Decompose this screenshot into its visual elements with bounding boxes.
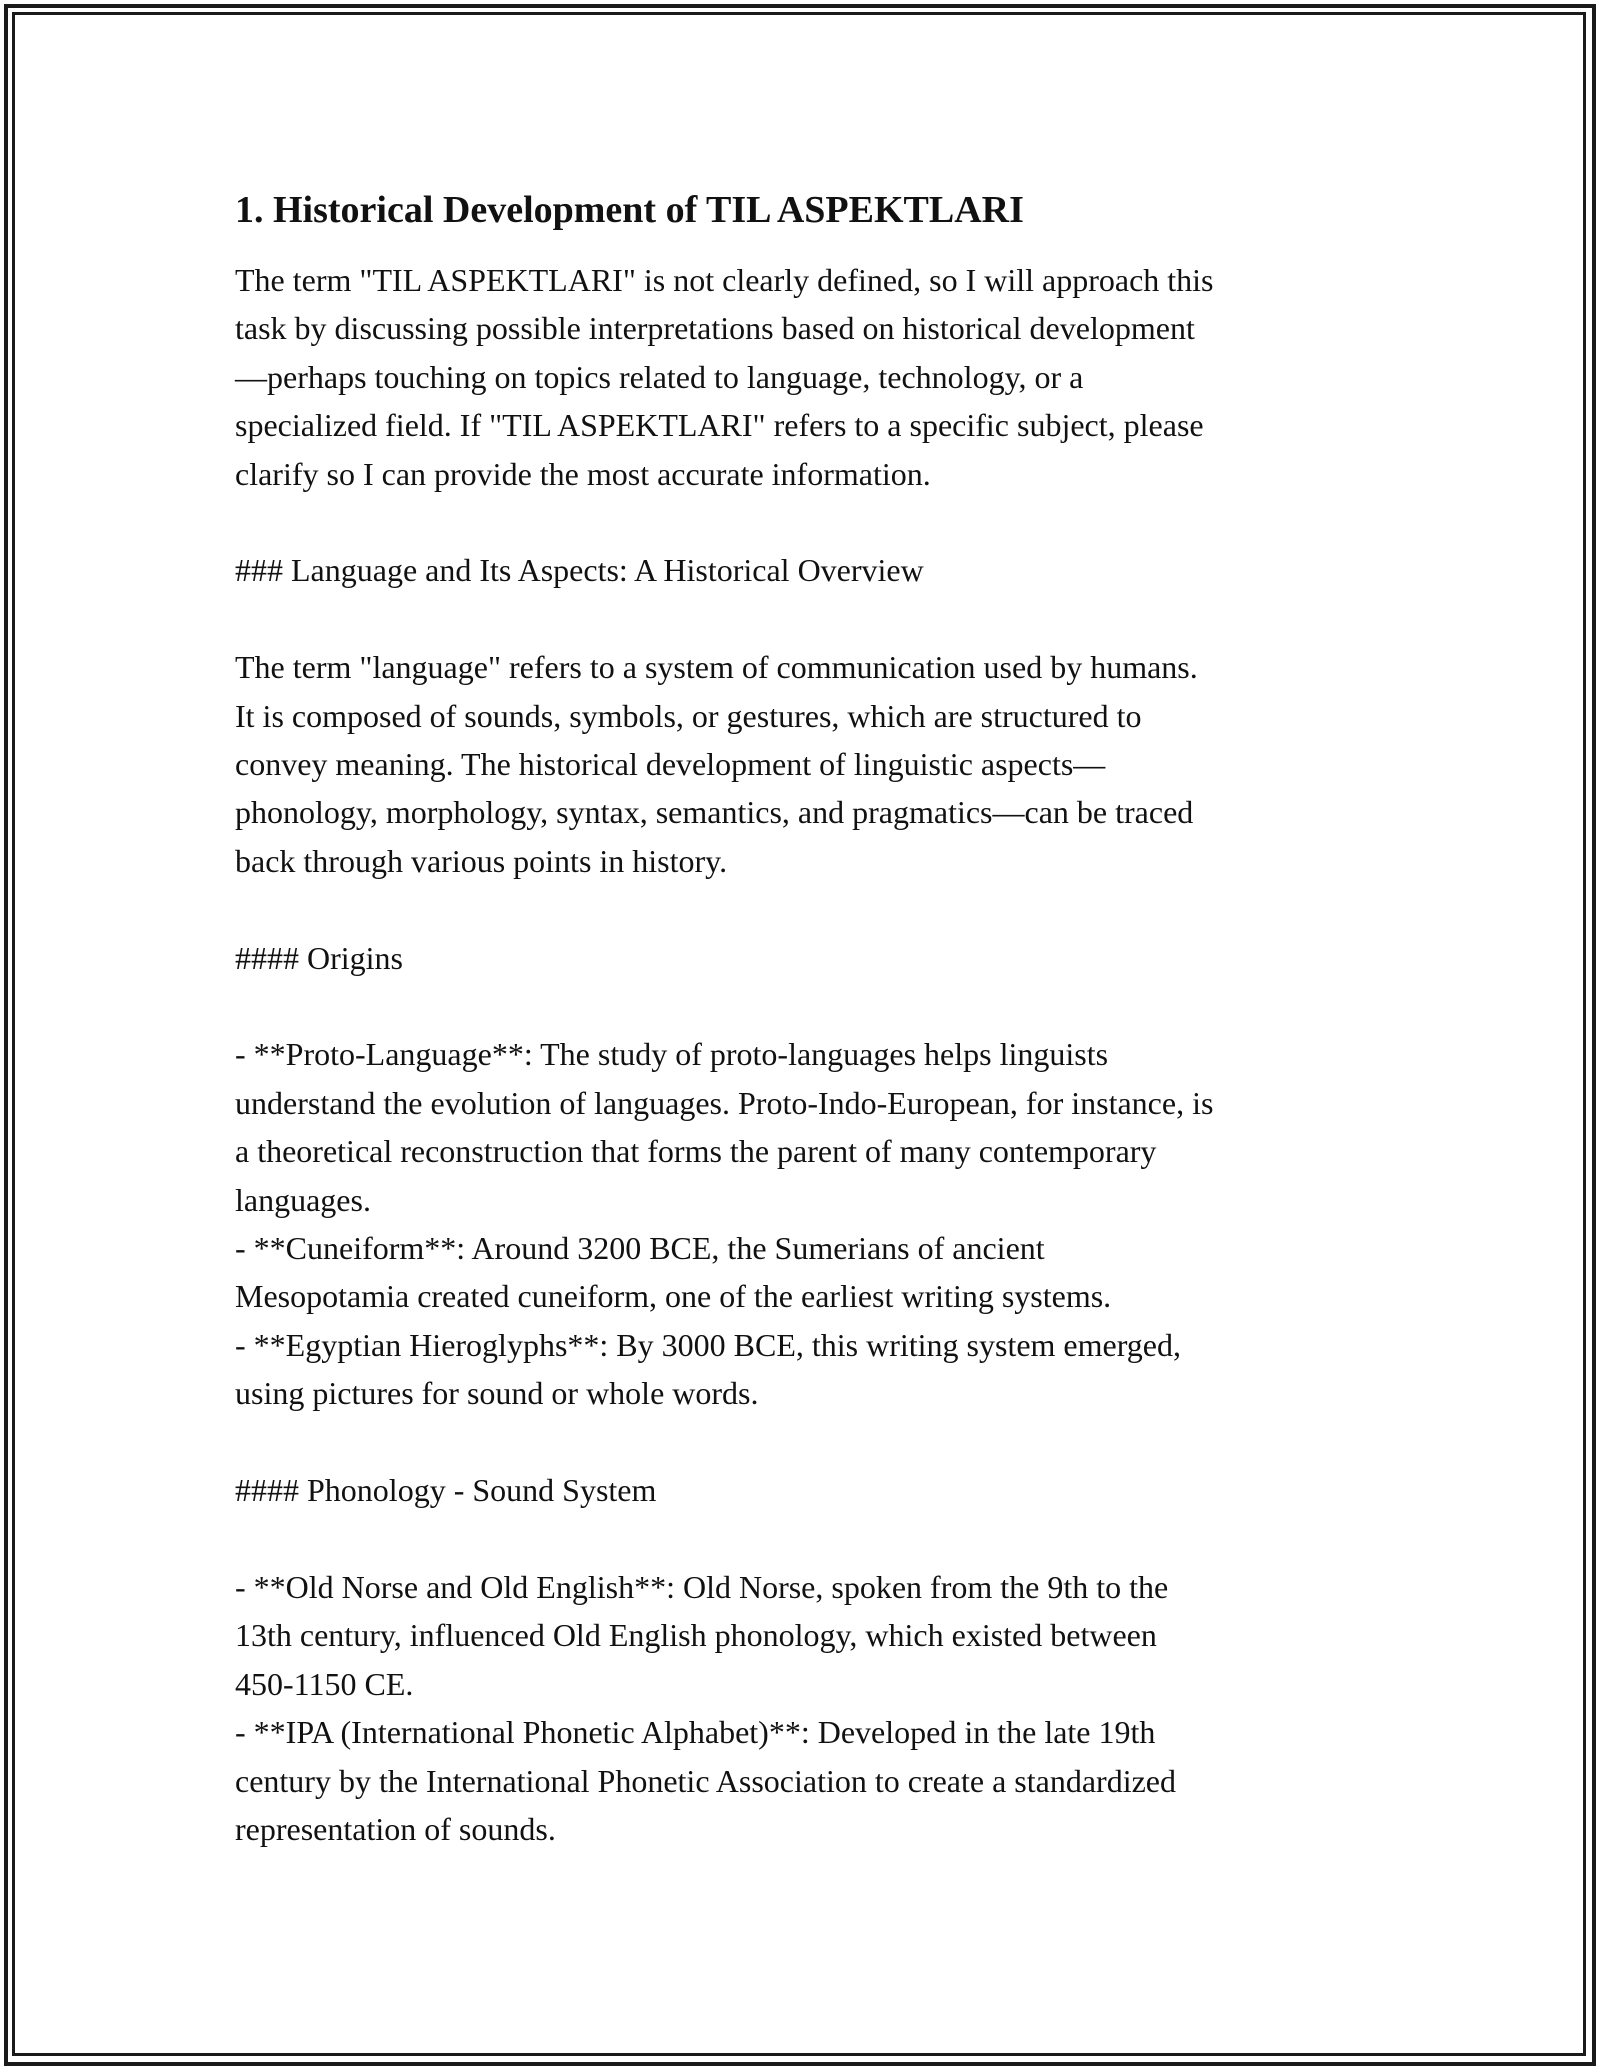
list-item-line: understand the evolution of languages. Proto-Indo-European, for instance, is	[235, 1084, 1214, 1121]
text-line: convey meaning. The historical development of linguistic aspects—	[235, 746, 1106, 783]
text-line: It is composed of sounds, symbols, or gestures, which are structured to	[235, 697, 1142, 734]
list-item-line: - **IPA (International Phonetic Alphabet)**: Developed in the late 19th	[235, 1714, 1156, 1751]
text-line: The term "language" refers to a system of communication used by humans.	[235, 649, 1198, 686]
text-line: back through various points in history.	[235, 842, 728, 879]
text-line: —perhaps touching on topics related to language, technology, or a	[235, 358, 1084, 395]
language-paragraph	[235, 643, 1375, 885]
origins-heading: #### Origins	[235, 939, 403, 976]
text-line: specialized field. If "TIL ASPEKTLARI" refers to a specific subject, please	[235, 407, 1204, 444]
intro-paragraph	[235, 256, 1375, 498]
section-heading: ### Language and Its Aspects: A Historical Overview	[235, 552, 924, 589]
list-item-line: - **Egyptian Hieroglyphs**: By 3000 BCE, this writing system emerged,	[235, 1326, 1181, 1363]
list-item-line: - **Cuneiform**: Around 3200 BCE, the Sumerians of ancient	[235, 1230, 1045, 1267]
list-item-line: languages.	[235, 1181, 371, 1218]
phonology-heading: #### Phonology - Sound System	[235, 1472, 657, 1509]
text-line: clarify so I can provide the most accurate information.	[235, 455, 931, 492]
origins-list	[235, 1030, 1375, 1417]
list-item-line: using pictures for sound or whole words.	[235, 1375, 759, 1412]
text-line: task by discussing possible interpretations based on historical development	[235, 310, 1195, 347]
list-item-line: 450-1150 CE.	[235, 1665, 414, 1702]
list-item-line: Mesopotamia created cuneiform, one of the earliest writing systems.	[235, 1278, 1112, 1315]
list-item-line: 13th century, influenced Old English phonology, which existed between	[235, 1617, 1157, 1654]
document-title: 1. Historical Development of TIL ASPEKTLARI	[235, 189, 1024, 231]
document-body	[235, 186, 1375, 1902]
list-item-line: century by the International Phonetic Association to create a standardized	[235, 1762, 1176, 1799]
text-line: The term "TIL ASPEKTLARI" is not clearly defined, so I will approach this	[235, 262, 1214, 298]
list-item-line: - **Old Norse and Old English**: Old Norse, spoken from the 9th to the	[235, 1568, 1169, 1605]
phonology-list	[235, 1563, 1375, 1853]
list-item-line: representation of sounds.	[235, 1810, 556, 1847]
text-line: phonology, morphology, syntax, semantics, and pragmatics—can be traced	[235, 794, 1194, 831]
list-item-line: - **Proto-Language**: The study of proto-languages helps linguists	[235, 1036, 1109, 1073]
list-item-line: a theoretical reconstruction that forms the parent of many contemporary	[235, 1133, 1157, 1170]
